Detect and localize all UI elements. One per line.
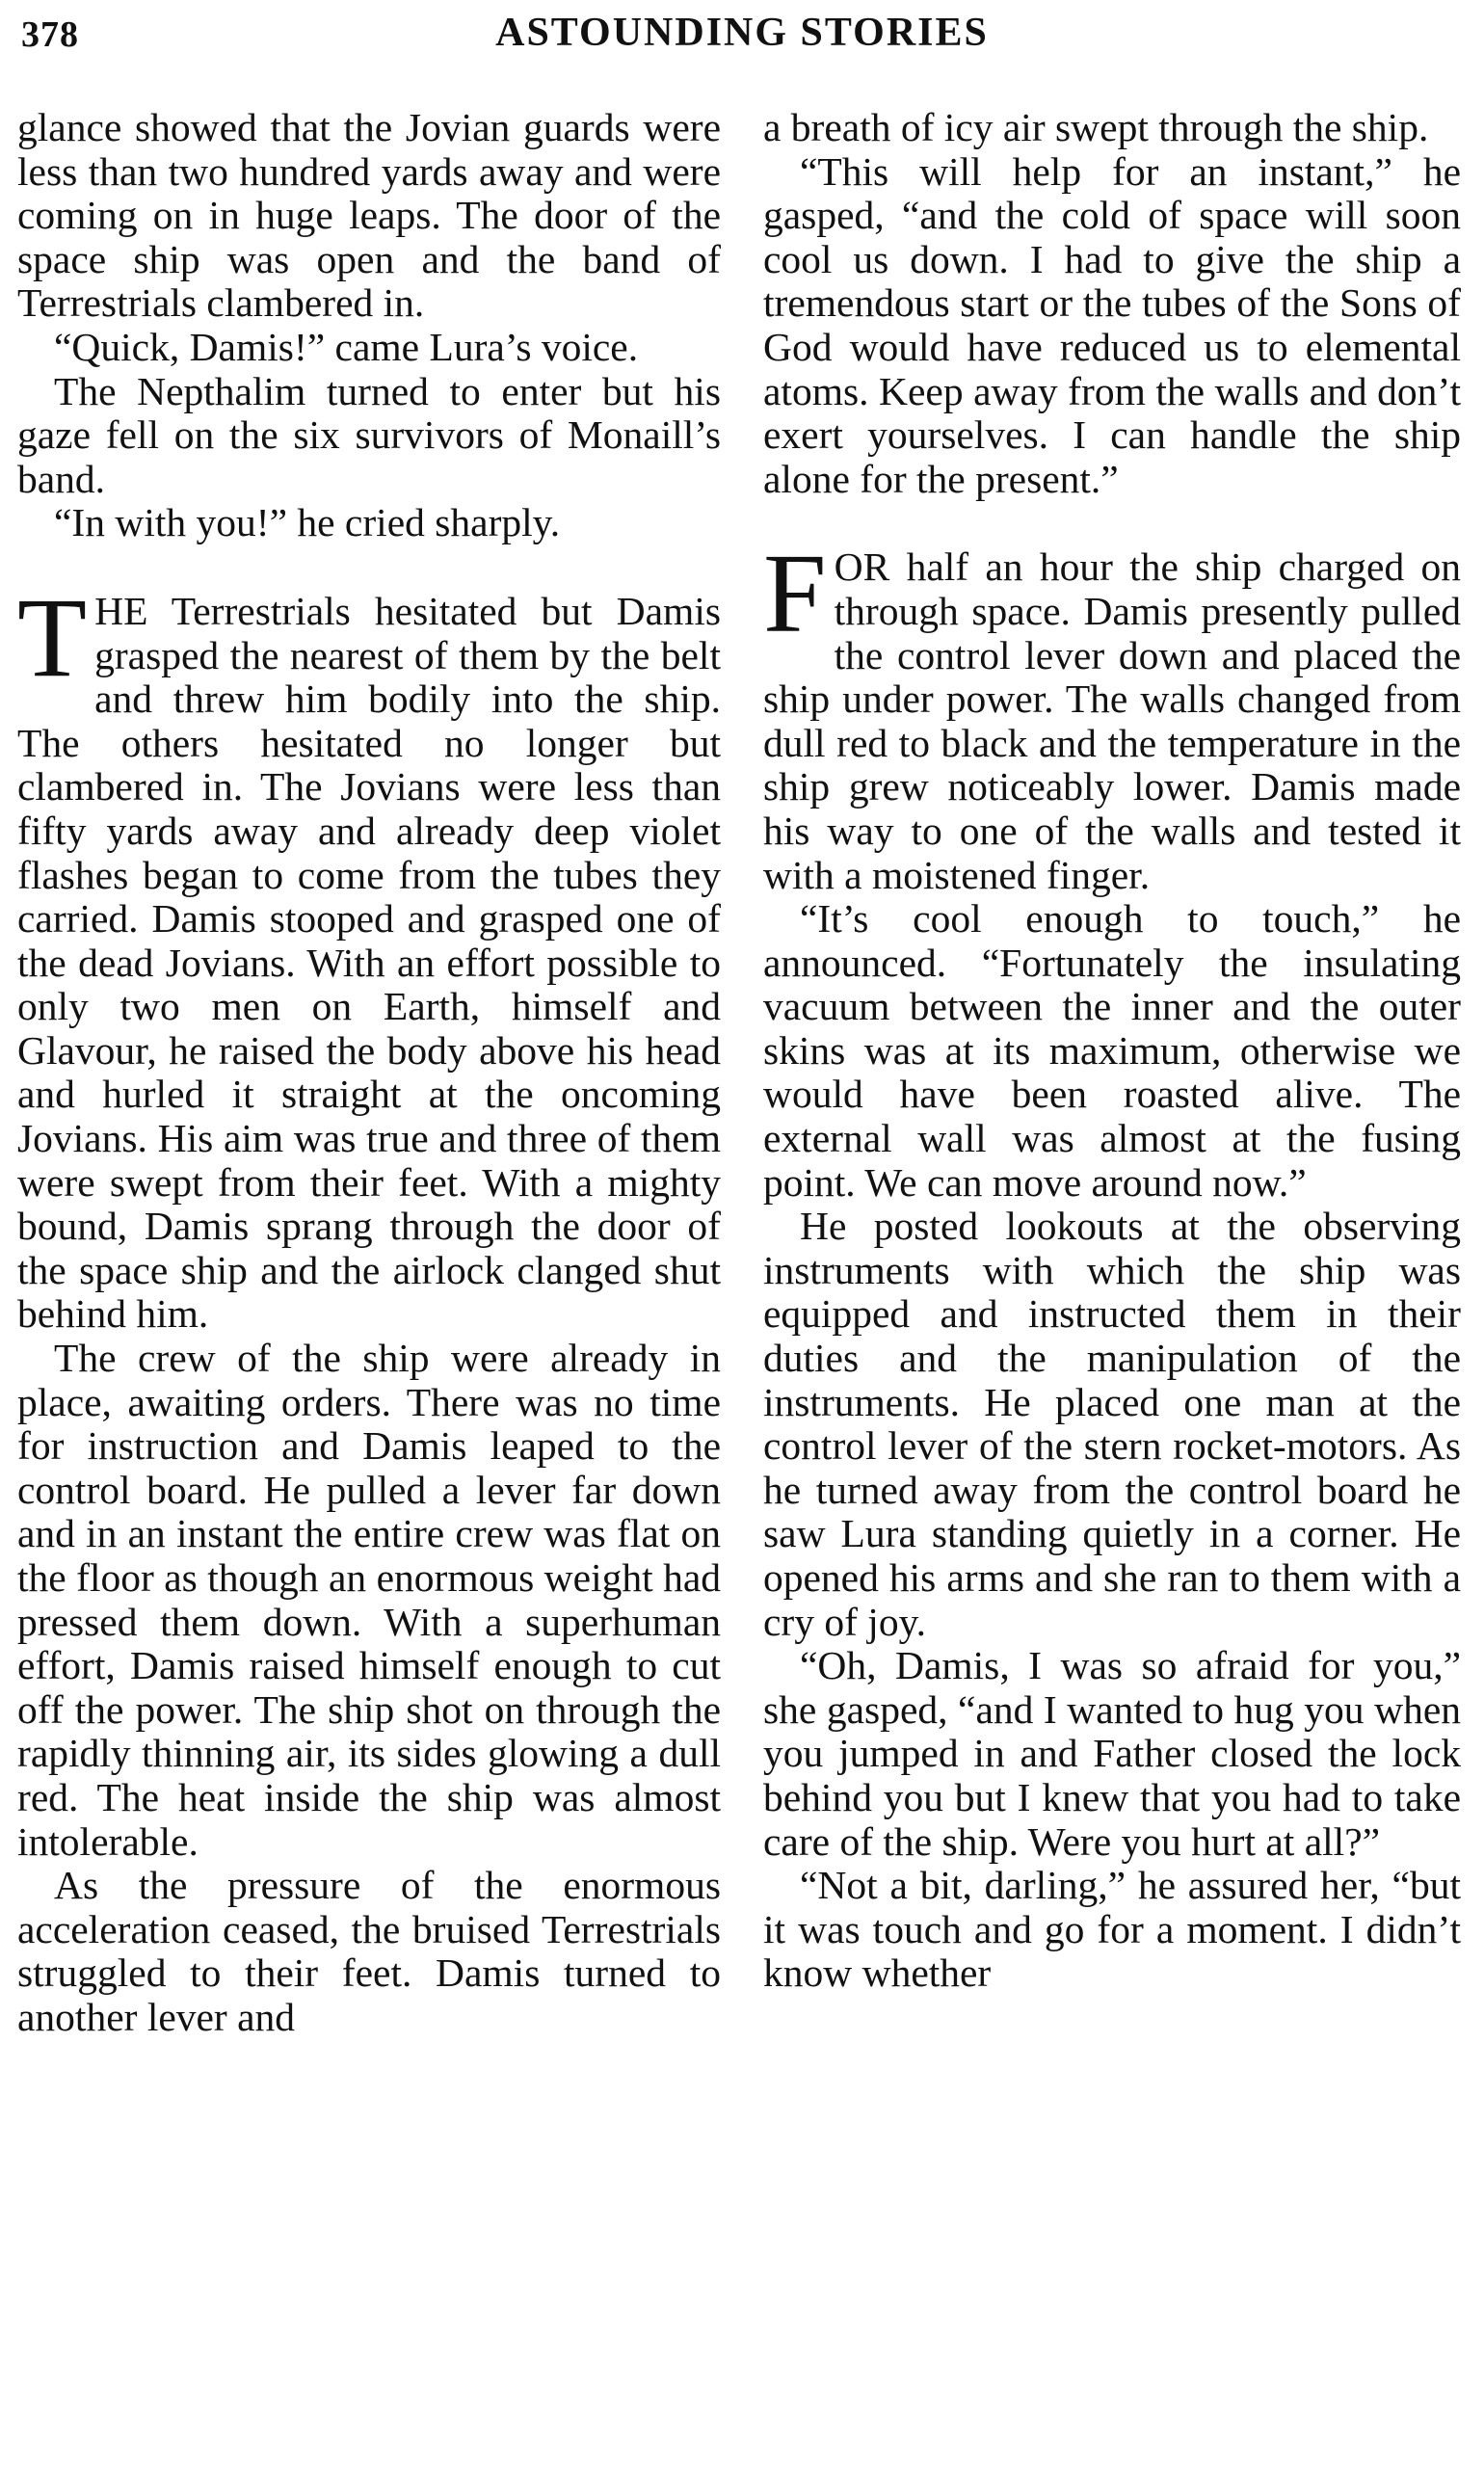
section-opening-paragraph bbox=[17, 573, 721, 1337]
left-column bbox=[17, 106, 721, 2457]
paragraph: a breath of icy air swept through the ship. bbox=[763, 106, 1429, 149]
drop-cap: F bbox=[763, 530, 827, 657]
section-break bbox=[763, 501, 1461, 545]
drop-cap: T bbox=[17, 573, 88, 701]
paragraph: As the pressure of the enormous acceleration ceased, the bruised Terrestrials struggled to their feet. Damis turned to another lever and bbox=[17, 1863, 721, 2039]
paragraph: He posted lookouts at the observing instruments with which the ship was equipped and instructed them in their duties and the manipulation of the instruments. He placed one man at the control lever of the stern rocket-motors. As he turned away from the control board he saw Lura standing quietly in a corner. He opened his arms and she ran to them with a cry of joy. bbox=[763, 1204, 1461, 1644]
section-break bbox=[17, 545, 721, 590]
section-opening-paragraph bbox=[763, 530, 1461, 897]
paragraph: “It’s cool enough to touch,” he announced. “Fortunately the insulating vacuum between the inner and the outer skins was at its maximum, otherwise we would have been roasted alive. The external wall was almost at the fusing point. We can move around now.” bbox=[763, 896, 1461, 1205]
paragraph: “Not a bit, darling,” he assured her, “but it was touch and go for a moment. I didn’t know whether bbox=[763, 1863, 1461, 1996]
paragraph: “In with you!” he cried sharply. bbox=[54, 500, 561, 545]
running-head: ASTOUNDING STORIES bbox=[495, 11, 989, 55]
paragraph: “This will help for an instant,” he gasped, “and the cold of space will soon cool us down. I had to give the ship a tremendous start or the tubes of the Sons of God would have reduced us to elemental atoms. Keep away from the walls and don’t exert yourselves. I can handle the ship alone for the present.” bbox=[763, 148, 1461, 501]
paragraph: “Quick, Damis!” came Lura’s voice. bbox=[54, 324, 639, 369]
paragraph-text: HE Terrestrials hesitated but Damis grasped the nearest of them by the belt and threw him bodily into the ship. The others hesitated no longer but clambered in. The Jovians were less than fifty yards away and already deep violet flashes began to come from the tubes they carried. Damis stooped and grasped one of the dead Jovians. With an effort possible to only two men on Earth, himself and Glavour, he raised the body above his head and hurled it straight at the oncoming Jovians. His aim was true and three of them were swept from their feet. With a mighty bound, Damis sprang through the door of the space ship and the airlock clanged shut behind him. bbox=[17, 588, 721, 1337]
page-number: 378 bbox=[21, 14, 79, 55]
paragraph: The crew of the ship were already in place, awaiting orders. There was no time for instruction and Damis leaped to the control board. He pulled a lever far down and in an instant the entire crew was flat on the floor as though an enormous weight had pressed them down. With a superhuman effort, Damis raised himself enough to cut off the power. The ship shot on through the rapidly thinning air, its sides glowing a dull red. The heat inside the ship was almost intolerable. bbox=[17, 1336, 721, 1864]
paragraph: “Oh, Damis, I was so afraid for you,” she gasped, “and I wanted to hug you when you jumped in and Father closed the lock behind you but I knew that you had to take care of the ship. Were you hurt at all?” bbox=[763, 1643, 1461, 1864]
page-header bbox=[0, 0, 1484, 77]
paragraph: The Nepthalim turned to enter but his gaze fell on the six survivors of Monaill’s band. bbox=[17, 368, 721, 501]
right-column bbox=[763, 106, 1461, 2457]
paragraph-text: OR half an hour the ship charged on through space. Damis presently pulled the control lever down and placed the ship under power. The walls changed from dull red to black and the temperature in the ship grew noticeably lower. Damis made his way to one of the walls and tested it with a moistened finger. bbox=[763, 544, 1461, 897]
paragraph: glance showed that the Jovian guards were less than two hundred yards away and were coming on in huge leaps. The door of the space ship was open and the band of Terrestrials clambered in. bbox=[17, 106, 721, 326]
